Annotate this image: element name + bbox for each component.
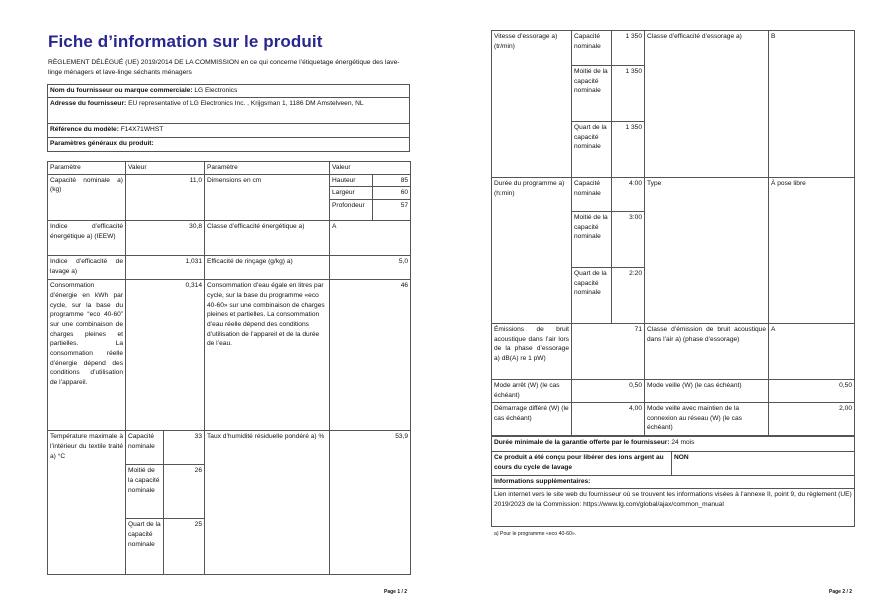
noise-class-label: Classe d’émission de bruit acoustique dans l’air a) (phase d’essorage) — [645, 324, 769, 380]
supplier-address-row — [48, 98, 410, 124]
supplier-address-label: Adresse du fournisseur: — [50, 100, 127, 107]
model-value: F14X71WHST — [120, 126, 164, 133]
spin-half-value: 1 350 — [612, 66, 645, 122]
temperature-label: Température maximale à l’intérieur du textile traité a) °C — [48, 431, 126, 575]
supplier-name-value: LG Electronics — [194, 87, 238, 94]
guarantee-value: 24 mois — [671, 439, 695, 446]
temperature-full-label: Capacité nominale — [126, 431, 164, 465]
duration-quarter-value: 2:20 — [612, 268, 645, 324]
standby-label: Mode veille (W) (le cas échéant) — [645, 380, 769, 403]
silver-ions-value: NON — [672, 452, 855, 476]
spin-full-label: Capacité nominale — [572, 31, 612, 66]
spin-quarter-label: Quart de la capacité nominale — [572, 122, 612, 178]
noise-class-value: A — [769, 324, 855, 380]
washing-index-value: 1,031 — [126, 256, 205, 280]
temperature-full-value: 33 — [164, 431, 205, 465]
additional-table — [491, 436, 855, 527]
noise-value: 71 — [572, 324, 645, 380]
supplier-name-row — [48, 85, 410, 98]
dimensions-label: Dimensions en cm — [205, 174, 330, 220]
energy-consumption-label: Consommation d’énergie en kWh par cycle, sur la base du programme “eco 40-60” sur une combinaison de charges pleines et partielles. La consommation réelle d’énergie dépend des conditions d’utilisation de l’appareil. — [48, 280, 126, 431]
duration-half-label: Moitié de la capacité nominale — [572, 212, 612, 268]
delay-start-label: Démarrage différé (W) (le cas échéant) — [492, 403, 572, 436]
noise-label: Émissions de bruit acoustique dans l’air lors de la phase d’essorage a) dB(A) re 1 pW) — [492, 324, 572, 380]
water-consumption-label: Consommation d’eau égale en litres par cycle, sur la base du programme «eco 40-60» sur une combinaison de charges pleines et partielles. La consommation d’eau réelle dépend des conditions d’utilisation de l’appareil et de la durée de l’eau. — [205, 280, 330, 431]
eei-value: 30,8 — [126, 221, 205, 256]
washing-index-label: Indice d’efficacité de lavage a) — [48, 256, 126, 280]
height-label: Hauteur — [330, 174, 373, 187]
type-value: À pose libre — [769, 178, 855, 324]
networked-standby-value: 2,00 — [769, 403, 855, 436]
width-label: Largeur — [330, 187, 373, 200]
model-row — [48, 124, 410, 138]
humidity-label: Taux d’humidité résiduelle pondéré a) % — [205, 431, 330, 575]
additional-info-text: Lien internet vers le site web du fournisseur où se trouvent les informations visées à l’annexe II, point 9, du règlement (UE) 2019/2023 de la Commission: https://www.lg.com/global/ajax/common_manual — [492, 489, 855, 527]
supplier-name-label: Nom du fournisseur ou marque commerciale: — [50, 87, 193, 94]
footnote: a) Pour le programme «eco 40-60». — [494, 531, 577, 537]
duration-half-value: 3:00 — [612, 212, 645, 268]
page-footer-1: Page 1 / 2 — [384, 589, 408, 595]
eei-label: Indice d’efficacité énergétique a) (IEEW) — [48, 221, 126, 256]
header-param-1: Paramètre — [48, 162, 126, 175]
humidity-value: 53,9 — [330, 431, 411, 575]
water-consumption-value: 46 — [330, 280, 411, 431]
temperature-quarter-value: 25 — [164, 519, 205, 575]
energy-consumption-value: 0,314 — [126, 280, 205, 431]
spin-full-value: 1 350 — [612, 31, 645, 66]
type-label: Type — [645, 178, 769, 324]
depth-value: 57 — [373, 200, 411, 221]
header-value-2: Valeur — [330, 162, 411, 175]
capacity-label: Capacité nominale a) (kg) — [48, 174, 126, 220]
duration-label: Durée du programme a) (h:min) — [492, 178, 572, 324]
duration-quarter-label: Quart de la capacité nominale — [572, 268, 612, 324]
rinsing-value: 5,0 — [330, 256, 411, 280]
document-title: Fiche d’information sur le produit — [48, 32, 323, 51]
rinsing-label: Efficacité de rinçage (g/kg) a) — [205, 256, 330, 280]
parameters-table-2 — [491, 30, 855, 436]
temperature-quarter-label: Quart de la capacité nominale — [126, 519, 164, 575]
temperature-half-value: 26 — [164, 465, 205, 519]
model-label: Référence du modèle: — [50, 126, 119, 133]
standby-value: 0,50 — [769, 380, 855, 403]
off-mode-value: 0,50 — [572, 380, 645, 403]
header-value-1: Valeur — [126, 162, 205, 175]
width-value: 60 — [373, 187, 411, 200]
supplier-table — [47, 84, 410, 152]
guarantee-row — [492, 437, 855, 452]
spin-quarter-value: 1 350 — [612, 122, 645, 178]
spin-speed-label: Vitesse d’essorage a) (tr/min) — [492, 31, 572, 178]
duration-full-label: Capacité nominale — [572, 178, 612, 212]
guarantee-label: Durée minimale de la garantie offerte par le fournisseur: — [494, 439, 670, 446]
off-mode-label: Mode arrêt (W) (le cas échéant) — [492, 380, 572, 403]
spin-class-value: B — [769, 31, 855, 178]
silver-ions-label: Ce produit a été conçu pour libérer des ions argent au cours du cycle de lavage — [492, 452, 672, 476]
header-param-2: Paramètre — [205, 162, 330, 175]
depth-label: Profondeur — [330, 200, 373, 221]
height-value: 85 — [373, 174, 411, 187]
energy-class-value: A — [330, 221, 411, 256]
supplier-address-value: EU representative of LG Electronics Inc. , Krijgsman 1, 1186 DM Amstelveen, NL — [128, 100, 364, 107]
parameters-table-1 — [47, 161, 411, 575]
spin-class-label: Classe d’efficacité d’essorage a) — [645, 31, 769, 178]
capacity-value: 11,0 — [126, 174, 205, 220]
delay-start-value: 4,00 — [572, 403, 645, 436]
spin-half-label: Moitié de la capacité nominale — [572, 66, 612, 122]
temperature-half-label: Moitié de la capacité nominale — [126, 465, 164, 519]
regulation-text: RÈGLEMENT DÉLÉGUÉ (UE) 2019/2014 DE LA COMMISSION en ce qui concerne l’étiquetage énergétique des lave-linge ménagers et lave-linge séchants ménagers — [48, 59, 400, 76]
additional-info-label: Informations supplémentaires: — [492, 476, 855, 489]
duration-full-value: 4:00 — [612, 178, 645, 212]
networked-standby-label: Mode veille avec maintien de la connexion au réseau (W) (le cas échéant) — [645, 403, 769, 436]
page-footer-2: Page 2 / 2 — [829, 589, 853, 595]
general-params-label: Paramètres généraux du produit: — [48, 138, 410, 152]
energy-class-label: Classe d’efficacité énergétique a) — [205, 221, 330, 256]
